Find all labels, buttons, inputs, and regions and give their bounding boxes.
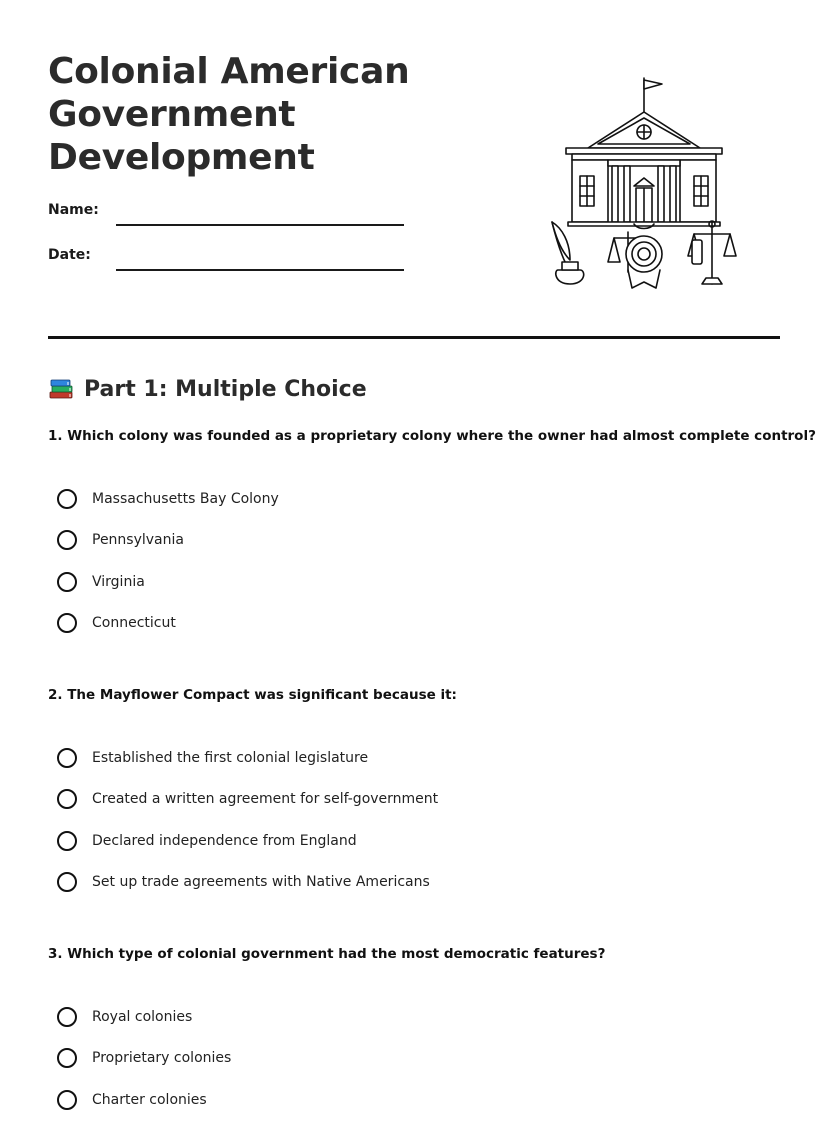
answer-option[interactable] bbox=[57, 1079, 231, 1121]
option-label: Established the first colonial legislature bbox=[92, 749, 369, 766]
date-input-line[interactable] bbox=[116, 269, 404, 271]
radio-button[interactable] bbox=[57, 530, 77, 550]
option-label: Created a written agreement for self-government bbox=[92, 791, 439, 808]
name-label: Name: bbox=[48, 202, 99, 218]
radio-button[interactable] bbox=[57, 789, 77, 809]
option-label: Proprietary colonies bbox=[92, 1050, 232, 1067]
question-3 bbox=[48, 946, 780, 1108]
answer-options bbox=[57, 478, 279, 644]
answer-option[interactable] bbox=[57, 520, 279, 562]
header-divider bbox=[48, 336, 780, 339]
option-label: Royal colonies bbox=[92, 1008, 193, 1025]
radio-button[interactable] bbox=[57, 1090, 77, 1110]
worksheet-title bbox=[48, 50, 409, 179]
radio-button[interactable] bbox=[57, 572, 77, 592]
books-icon bbox=[48, 376, 74, 402]
radio-button[interactable] bbox=[57, 1048, 77, 1068]
question-text: 1. Which colony was founded as a proprietary colony where the owner had almost complete control? bbox=[48, 428, 816, 444]
worksheet-page bbox=[48, 0, 816, 1108]
title-line: Colonial American bbox=[48, 51, 410, 92]
worksheet-header bbox=[48, 0, 780, 402]
option-label: Massachusetts Bay Colony bbox=[92, 490, 279, 507]
option-label: Charter colonies bbox=[92, 1091, 207, 1108]
question-text: 2. The Mayflower Compact was significant because it: bbox=[48, 687, 457, 703]
radio-button[interactable] bbox=[57, 489, 77, 509]
answer-options bbox=[57, 996, 231, 1121]
part1-title bbox=[48, 372, 367, 406]
answer-option[interactable] bbox=[57, 603, 279, 645]
option-label: Connecticut bbox=[92, 615, 176, 632]
answer-option[interactable] bbox=[57, 737, 438, 779]
question-1 bbox=[48, 428, 816, 632]
name-field[interactable] bbox=[48, 202, 408, 232]
part1-title-text: Part 1: Multiple Choice bbox=[84, 376, 367, 402]
answer-option[interactable] bbox=[57, 996, 231, 1038]
radio-button[interactable] bbox=[57, 613, 77, 633]
answer-option[interactable] bbox=[57, 862, 438, 904]
answer-option[interactable] bbox=[57, 1038, 231, 1080]
courthouse-illustration-icon bbox=[548, 72, 748, 297]
option-label: Declared independence from England bbox=[92, 832, 357, 849]
answer-option[interactable] bbox=[57, 779, 438, 821]
question-2 bbox=[48, 687, 780, 891]
answer-option[interactable] bbox=[57, 820, 438, 862]
option-label: Virginia bbox=[92, 573, 145, 590]
title-line: Development bbox=[48, 137, 315, 178]
radio-button[interactable] bbox=[57, 748, 77, 768]
question-text: 3. Which type of colonial government had the most democratic features? bbox=[48, 946, 606, 962]
title-line: Government bbox=[48, 94, 296, 135]
radio-button[interactable] bbox=[57, 1007, 77, 1027]
date-label: Date: bbox=[48, 247, 91, 263]
option-label: Set up trade agreements with Native Americans bbox=[92, 874, 430, 891]
date-field[interactable] bbox=[48, 247, 408, 277]
answer-option[interactable] bbox=[57, 561, 279, 603]
option-label: Pennsylvania bbox=[92, 532, 184, 549]
answer-option[interactable] bbox=[57, 478, 279, 520]
answer-options bbox=[57, 737, 438, 903]
name-input-line[interactable] bbox=[116, 224, 404, 226]
radio-button[interactable] bbox=[57, 872, 77, 892]
radio-button[interactable] bbox=[57, 831, 77, 851]
